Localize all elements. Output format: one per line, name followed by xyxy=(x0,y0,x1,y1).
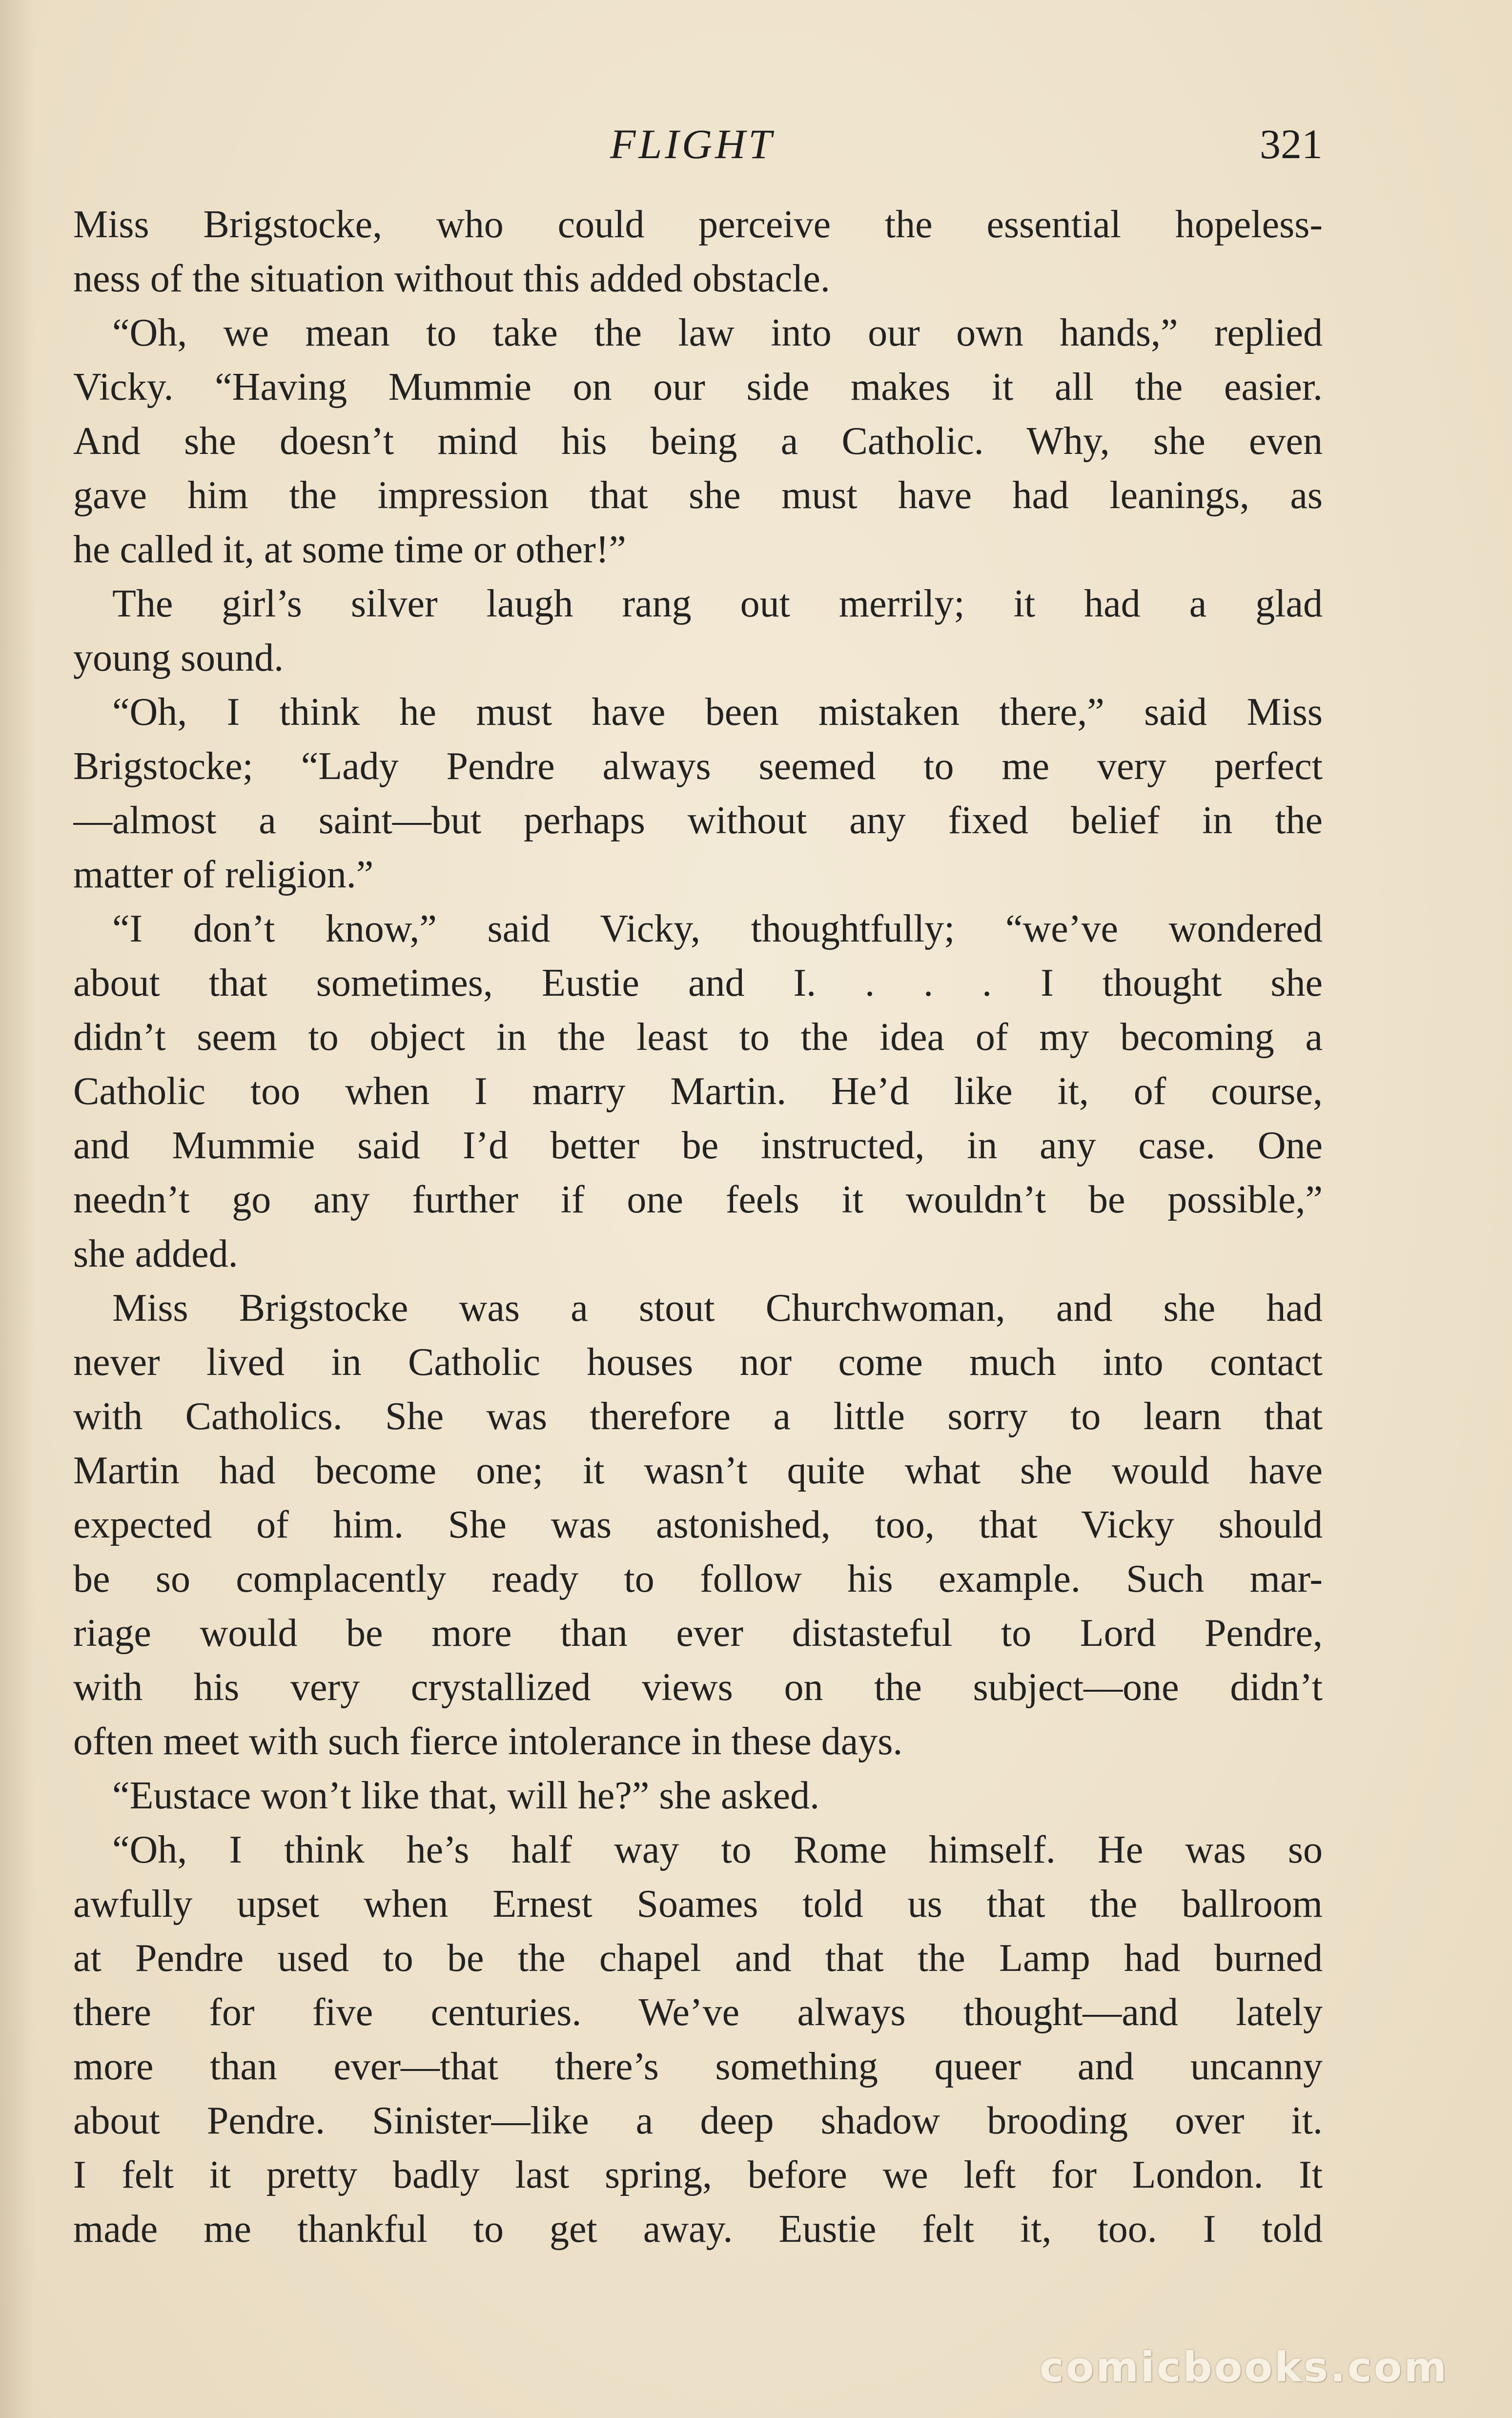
text-line: about that sometimes, Eustie and I. . . . I thought she xyxy=(73,962,1323,1004)
body-text xyxy=(73,198,1323,2256)
text-line: never lived in Catholic houses nor come much into contact xyxy=(73,1341,1323,1384)
text-line: awfully upset when Ernest Soames told us that the ballroom xyxy=(73,1883,1323,1926)
text-line: there for five centuries. We’ve always thought—and lately xyxy=(73,1991,1323,2034)
text-line: about Pendre. Sinister—like a deep shadow brooding over it. xyxy=(73,2099,1323,2142)
page-number: 321 xyxy=(1260,121,1323,167)
watermark-logo: comicbooks.com xyxy=(1040,2343,1449,2391)
text-line: didn’t seem to object in the least to the idea of my becoming a xyxy=(73,1016,1323,1059)
gutter-shadow xyxy=(0,0,34,2418)
text-line: he called it, at some time or other!” xyxy=(73,528,626,571)
text-line: matter of religion.” xyxy=(73,853,374,896)
text-line: with his very crystallized views on the subject—one didn’t xyxy=(73,1666,1323,1709)
text-line: gave him the impression that she must have had leanings, as xyxy=(73,474,1323,517)
text-line: Miss Brigstocke, who could perceive the essential hopeless- xyxy=(73,203,1323,246)
text-line: And she doesn’t mind his being a Catholic. Why, she even xyxy=(73,420,1323,463)
page-header xyxy=(73,120,1323,178)
text-line: expected of him. She was astonished, too, that Vicky should xyxy=(73,1503,1323,1546)
text-line: Brigstocke; “Lady Pendre always seemed to me very perfect xyxy=(73,745,1323,788)
running-title: FLIGHT xyxy=(610,121,775,167)
text-line: Martin had become one; it wasn’t quite what she would have xyxy=(73,1449,1323,1492)
text-line: young sound. xyxy=(73,636,284,679)
text-line: needn’t go any further if one feels it wouldn’t be possible,” xyxy=(73,1178,1323,1221)
text-line: “Oh, I think he must have been mistaken there,” said Miss xyxy=(112,691,1323,734)
text-line: The girl’s silver laugh rang out merrily; it had a glad xyxy=(112,582,1323,625)
text-line: ness of the situation without this added obstacle. xyxy=(73,257,830,300)
text-line: she added. xyxy=(73,1232,238,1275)
text-line: “Oh, we mean to take the law into our own hands,” replied xyxy=(112,311,1323,354)
text-line: be so complacently ready to follow his example. Such mar- xyxy=(73,1557,1323,1600)
text-line: “Eustace won’t like that, will he?” she asked. xyxy=(112,1774,820,1817)
text-line: Vicky. “Having Mummie on our side makes it all the easier. xyxy=(73,366,1323,409)
text-line: made me thankful to get away. Eustie felt it, too. I told xyxy=(73,2208,1323,2251)
text-line: often meet with such fierce intolerance in these days. xyxy=(73,1720,903,1763)
text-line: riage would be more than ever distasteful to Lord Pendre, xyxy=(73,1612,1323,1655)
text-line: “Oh, I think he’s half way to Rome himself. He was so xyxy=(112,1828,1323,1871)
text-line: “I don’t know,” said Vicky, thoughtfully; “we’ve wondered xyxy=(112,907,1323,950)
text-line: Miss Brigstocke was a stout Churchwoman, and she had xyxy=(112,1287,1323,1330)
text-line: with Catholics. She was therefore a little sorry to learn that xyxy=(73,1395,1323,1438)
text-line: at Pendre used to be the chapel and that the Lamp had burned xyxy=(73,1937,1323,1980)
text-line: and Mummie said I’d better be instructed, in any case. One xyxy=(73,1124,1323,1167)
text-line: I felt it pretty badly last spring, before we left for London. It xyxy=(73,2153,1323,2196)
text-line: more than ever—that there’s something queer and uncanny xyxy=(73,2045,1323,2088)
text-line: —almost a saint—but perhaps without any fixed belief in the xyxy=(73,799,1323,842)
text-line: Catholic too when I marry Martin. He’d like it, of course, xyxy=(73,1070,1323,1113)
